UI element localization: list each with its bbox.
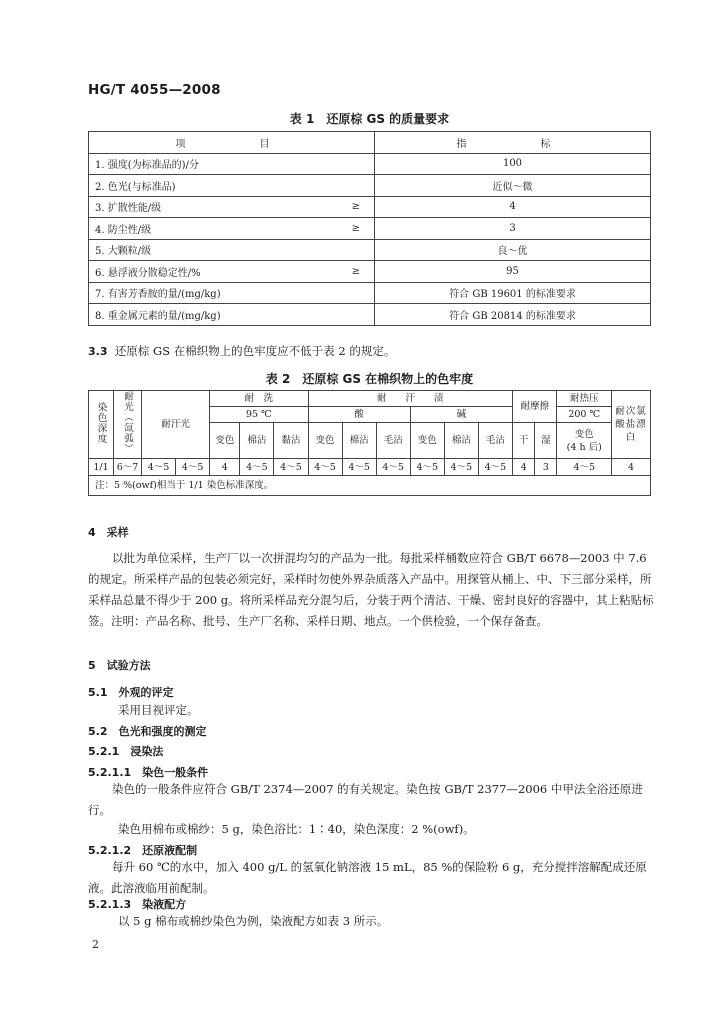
table-header-row <box>89 391 651 407</box>
table-header-row <box>89 132 651 154</box>
section-5-2-1-1-text2: 染色用棉布或棉纱：5 g，染色浴比：1∶40，染色深度：2 %(owf)。 <box>118 822 475 836</box>
quality-requirements-table <box>88 131 651 326</box>
row-ge: ≥ <box>300 196 375 218</box>
table1-caption: 表 1 还原棕 GS 的质量要求 <box>289 112 450 126</box>
row-ge <box>300 239 375 261</box>
cell: 4～5 <box>308 459 342 476</box>
header-acid: 酸 <box>308 407 410 423</box>
table-row <box>89 459 651 476</box>
header-cotton: 棉沾 <box>342 423 376 459</box>
header-light: 耐光（氙弧） <box>122 391 133 454</box>
clause-3-3 <box>88 341 395 362</box>
section-4-text: 以批为单位采样，生产厂以一次拼混均匀的产品为一批。每批采样桶数应符合 GB/T 6678—2003 中 7.6 的规定。所采样产品的包装必须完好，采样时勿使外界杂质落入产品中。用探管从桶上、中、下三部分采样，所采样品总量不得少于 200 g。将所采样品充分混匀后，分装于两个清洁、干燥、密封良好的容器中，其上粘贴标签。注明：产品名称、批号、生产厂名称、采样日期、地点。一个供检验，一个保存备查。 <box>88 551 654 628</box>
row-item: 6. 悬浮液分散稳定性/% <box>89 261 301 283</box>
header-heat-temp: 200 ℃ <box>557 407 612 423</box>
row-item: 8. 重金属元素的量/(mg/kg) <box>89 304 301 326</box>
table-row <box>89 175 651 197</box>
header-cotton: 棉沾 <box>240 423 274 459</box>
section-5-2-1-2-heading: 5.2.1.2 还原液配制 <box>88 844 198 857</box>
section-5-2-1-1-heading: 5.2.1.1 染色一般条件 <box>88 766 209 779</box>
row-value: 良～优 <box>375 239 651 261</box>
header-viscose: 黏沾 <box>274 423 308 459</box>
row-item: 5. 大颗粒/级 <box>89 239 301 261</box>
cell: 4～5 <box>478 459 512 476</box>
cell: 4～5 <box>176 459 210 476</box>
header-perspiration: 耐 汗 渍 <box>308 391 512 407</box>
cell: 6～7 <box>114 459 142 476</box>
row-ge <box>300 153 375 175</box>
header-chlorine: 耐次氯酸盐漂白 <box>615 406 647 443</box>
table-row <box>89 218 651 240</box>
column-header-value: 指 标 <box>375 132 651 154</box>
table-note-row <box>89 476 651 496</box>
table2-caption: 表 2 还原棕 GS 在棉织物上的色牢度 <box>265 372 474 386</box>
table-row <box>89 239 651 261</box>
clause-text: 还原棕 GS 在棉织物上的色牢度应不低于表 2 的规定。 <box>114 344 396 358</box>
header-wash-temp: 95 ℃ <box>210 407 308 423</box>
row-value: 100 <box>375 153 651 175</box>
section-5-2-1-3-heading: 5.2.1.3 染液配方 <box>88 898 187 911</box>
row-value: 95 <box>375 261 651 283</box>
table-row <box>89 153 651 175</box>
row-item: 4. 防尘性/级 <box>89 218 301 240</box>
cell: 3 <box>535 459 557 476</box>
row-ge: ≥ <box>300 261 375 283</box>
section-5-heading: 5 试验方法 <box>88 659 151 672</box>
row-value: 近似～微 <box>375 175 651 197</box>
section-5-2-1-1-text: 染色的一般条件应符合 GB/T 2374—2007 的有关规定。染色按 GB/T 2377—2006 中甲法全浴还原进行。 <box>88 782 643 817</box>
row-item: 7. 有害芳香胺的量/(mg/kg) <box>89 282 301 304</box>
header-alkali: 碱 <box>410 407 512 423</box>
cell: 4～5 <box>410 459 444 476</box>
header-change: 变色 <box>308 423 342 459</box>
row-value: 符合 GB 20814 的标准要求 <box>375 304 651 326</box>
cell: 4～5 <box>274 459 308 476</box>
header-cotton: 棉沾 <box>444 423 478 459</box>
header-change: 变色 <box>410 423 444 459</box>
cell: 1/1 <box>89 459 114 476</box>
table-note: 注：5 %(owf)相当于 1/1 染色标准深度。 <box>89 476 651 496</box>
cell: 4～5 <box>240 459 274 476</box>
color-fastness-table <box>88 390 651 496</box>
section-5-2-1-3-text: 以 5 g 棉布或棉纱染色为例，染液配方如表 3 所示。 <box>118 914 389 928</box>
table-row <box>89 261 651 283</box>
header-wool: 毛沾 <box>478 423 512 459</box>
header-wool: 毛沾 <box>376 423 410 459</box>
cell: 4～5 <box>342 459 376 476</box>
row-item: 2. 色光(与标准品) <box>89 175 301 197</box>
row-value: 3 <box>375 218 651 240</box>
section-5-2-heading: 5.2 色光和强度的测定 <box>88 725 207 738</box>
table-row <box>89 282 651 304</box>
cell: 4～5 <box>444 459 478 476</box>
cell: 4 <box>612 459 651 476</box>
section-5-2-1-heading: 5.2.1 浸染法 <box>88 745 164 758</box>
row-ge: ≥ <box>300 218 375 240</box>
header-heat: 耐热压 <box>557 391 612 407</box>
header-rub: 耐摩擦 <box>512 391 557 423</box>
header-wash: 耐 洗 <box>210 391 308 407</box>
column-header-item: 项 目 <box>89 132 375 154</box>
header-depth: 染色深度 <box>95 401 107 444</box>
table-row <box>89 196 651 218</box>
cell: 4 <box>210 459 240 476</box>
row-ge <box>300 282 375 304</box>
header-dry: 干 <box>512 423 534 459</box>
header-change: 变色 <box>210 423 240 459</box>
cell: 4～5 <box>557 459 612 476</box>
section-4-heading: 4 采样 <box>88 526 129 539</box>
section-5-2-1-2-text: 每升 60 ℃的水中，加入 400 g/L 的氢氧化钠溶液 15 mL，85 %的保险粉 6 g，充分搅拌溶解配成还原液。此溶液临用前配制。 <box>88 860 647 895</box>
clause-number: 3.3 <box>88 345 108 358</box>
cell: 4 <box>512 459 534 476</box>
section-5-1-heading: 5.1 外观的评定 <box>88 686 174 699</box>
row-value: 符合 GB 19601 的标准要求 <box>375 282 651 304</box>
row-value: 4 <box>375 196 651 218</box>
row-ge <box>300 175 375 197</box>
row-ge <box>300 304 375 326</box>
header-wet: 湿 <box>535 423 557 459</box>
section-5-1-text: 采用目视评定。 <box>118 703 199 717</box>
header-heat-change: 变色 (4 h 后) <box>557 423 612 459</box>
standard-number: HG/T 4055—2008 <box>88 82 221 98</box>
table-row <box>89 304 651 326</box>
row-item: 3. 扩散性能/级 <box>89 196 301 218</box>
row-item: 1. 强度(为标准品的)/分 <box>89 153 301 175</box>
page-number: 2 <box>92 938 99 951</box>
cell: 4～5 <box>142 459 176 476</box>
header-sweat-light: 耐汗光 <box>142 391 210 459</box>
cell: 4～5 <box>376 459 410 476</box>
